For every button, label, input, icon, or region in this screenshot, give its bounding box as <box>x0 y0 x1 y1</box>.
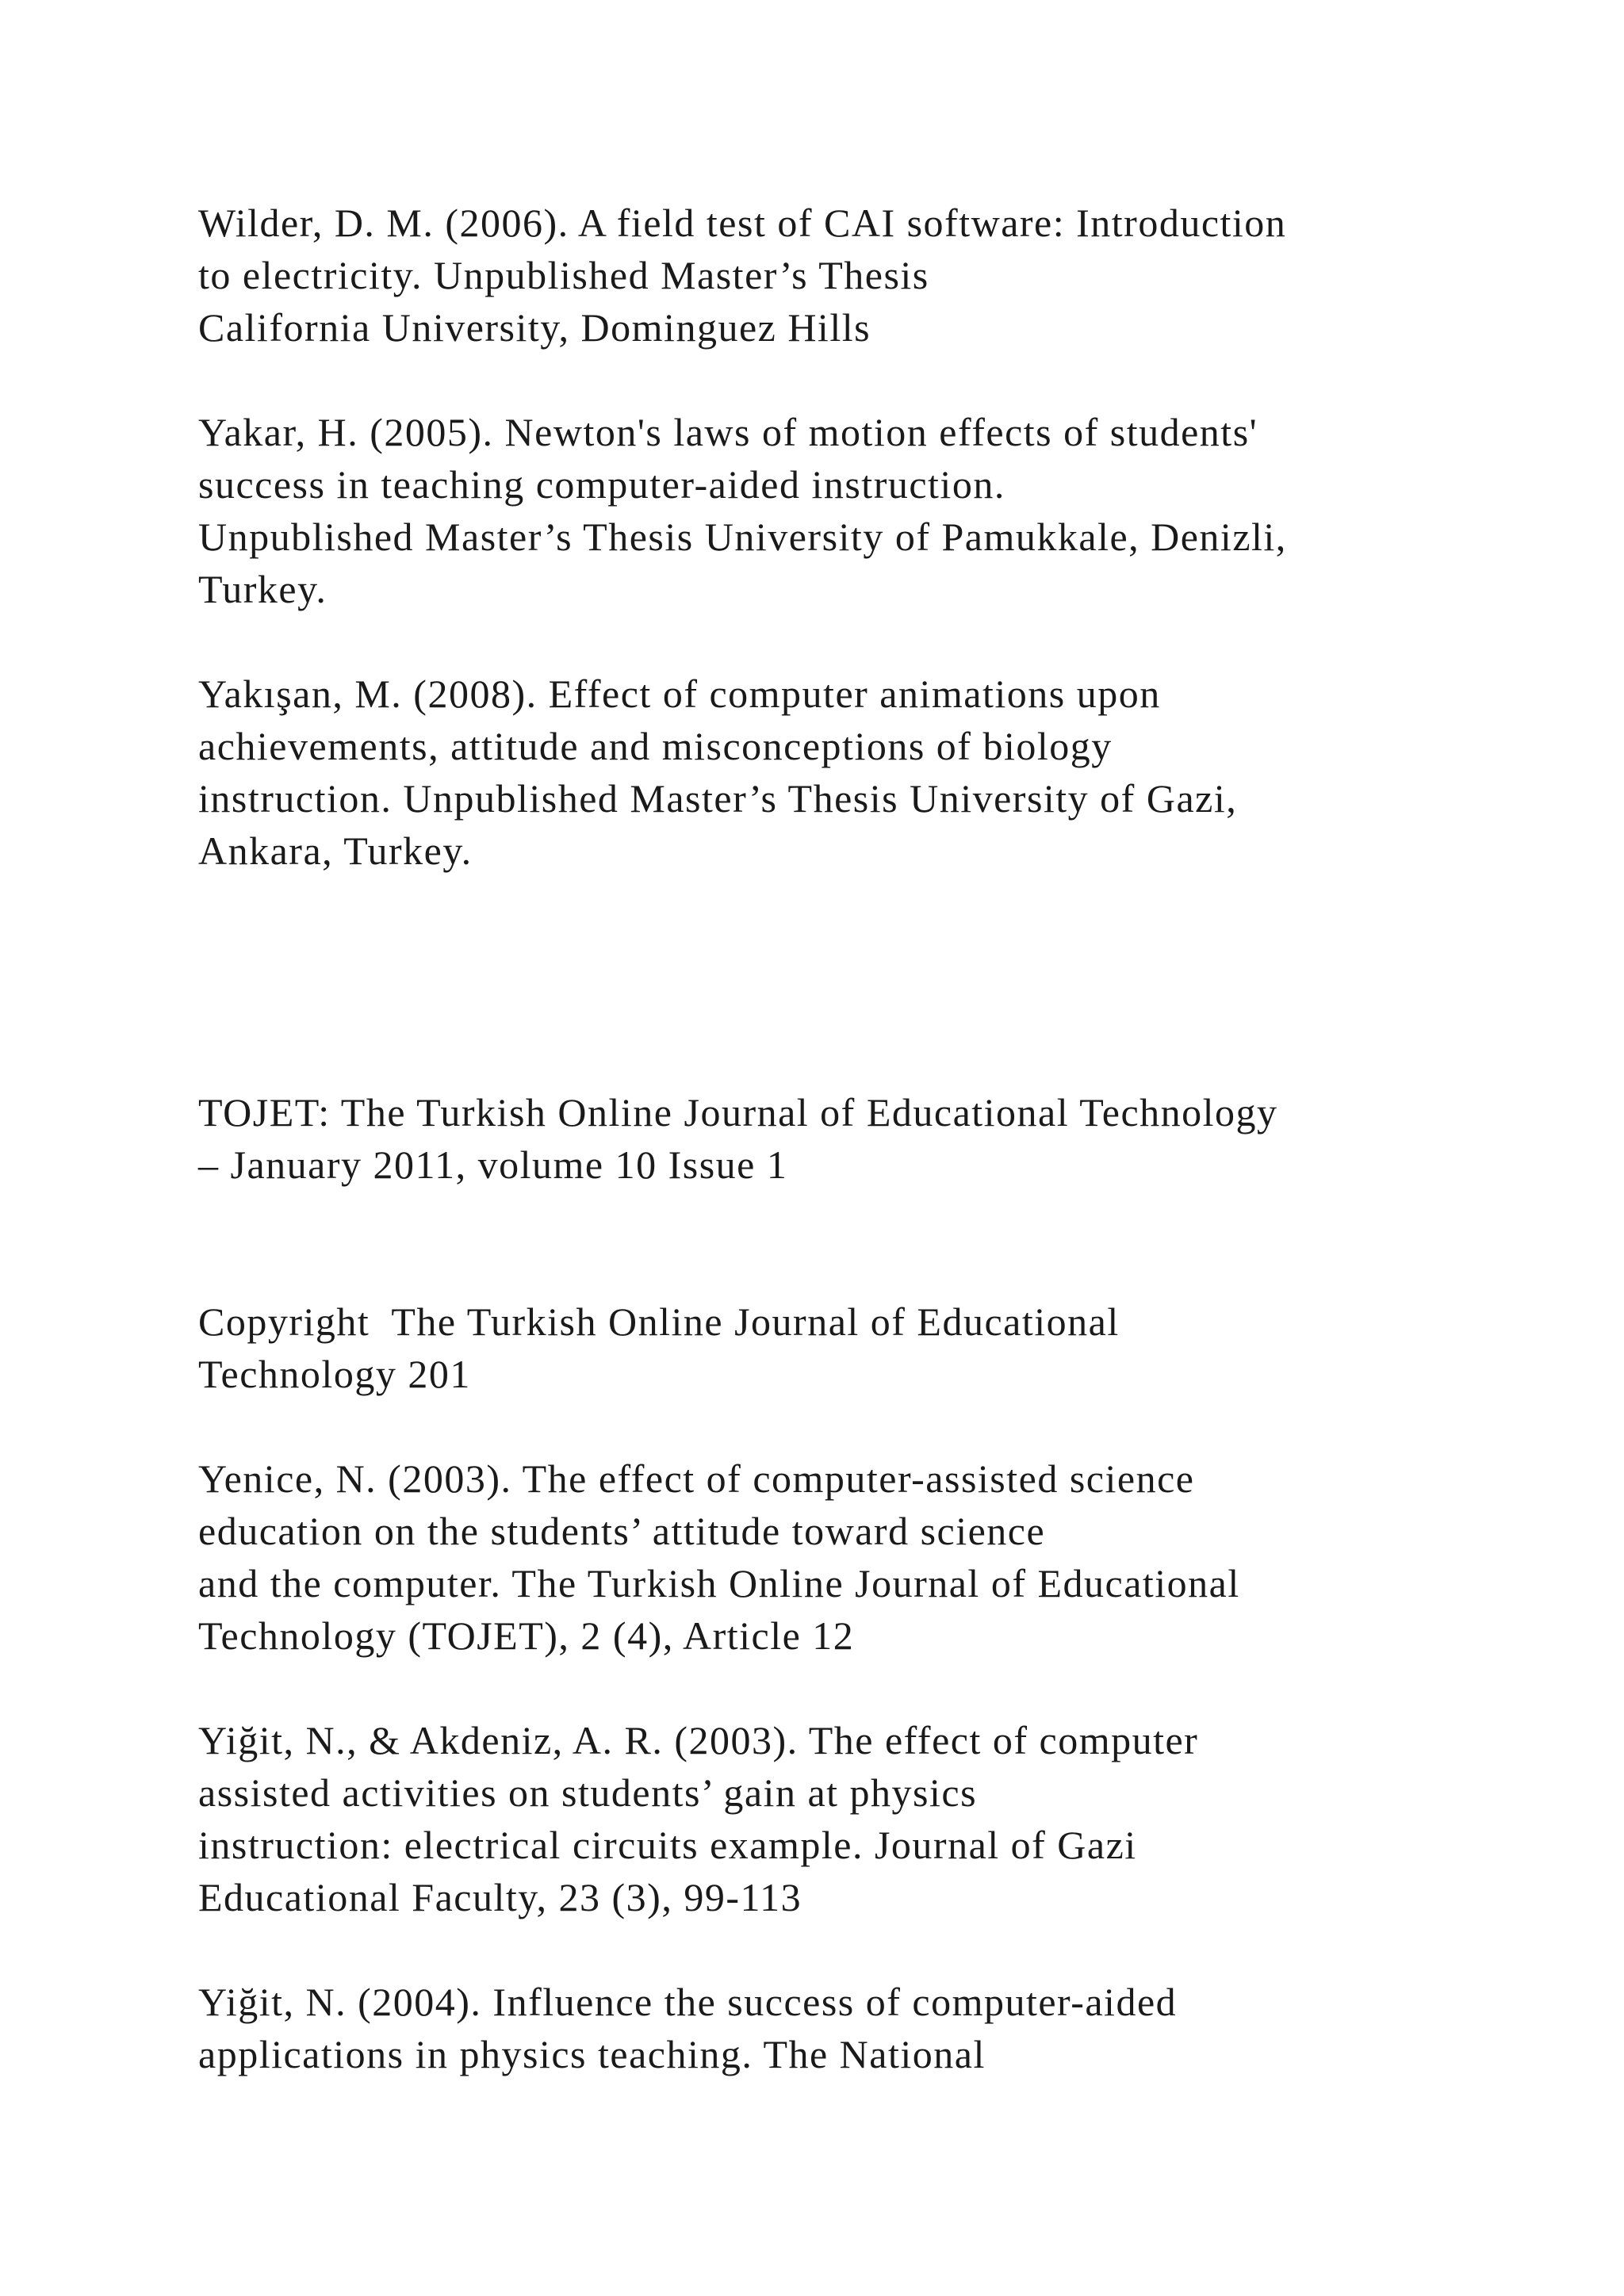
text-line: Educational Faculty, 23 (3), 99-113 <box>198 1875 802 1919</box>
document-page <box>198 197 1546 2133</box>
text-line: instruction: electrical circuits example. Journal of Gazi <box>198 1823 1137 1867</box>
text-line: Wilder, D. M. (2006). A field test of CAI software: Introduction <box>198 201 1287 245</box>
text-line: California University, Dominguez Hills <box>198 305 871 350</box>
text-line: Ankara, Turkey. <box>198 828 473 873</box>
text-line: Yenice, N. (2003). The effect of computer-assisted science <box>198 1456 1195 1501</box>
text-line: Yiğit, N. (2004). Influence the success of computer-aided <box>198 1980 1178 2024</box>
text-line: Unpublished Master’s Thesis University of Pamukkale, Denizli, <box>198 515 1287 559</box>
text-line: success in teaching computer-aided instruction. <box>198 462 1005 507</box>
text-line: instruction. Unpublished Master’s Thesis University of Gazi, <box>198 776 1238 821</box>
reference-yakisan <box>198 668 1546 877</box>
text-line: Copyright The Turkish Online Journal of Educational <box>198 1299 1120 1344</box>
text-line: Technology 201 <box>198 1352 471 1396</box>
text-line: Yakışan, M. (2008). Effect of computer animations upon <box>198 672 1161 716</box>
text-line: to electricity. Unpublished Master’s Thesis <box>198 253 929 297</box>
text-line: education on the students’ attitude toward science <box>198 1509 1046 1553</box>
spacer <box>198 929 1546 1086</box>
text-line: assisted activities on students’ gain at physics <box>198 1770 978 1815</box>
reference-wilder <box>198 197 1546 354</box>
text-line: Yakar, H. (2005). Newton's laws of motion effects of students' <box>198 410 1258 454</box>
copyright-notice <box>198 1295 1546 1400</box>
text-line: applications in physics teaching. The National <box>198 2032 986 2076</box>
journal-header <box>198 1086 1546 1191</box>
reference-yakar <box>198 406 1546 615</box>
reference-yigit-2004 <box>198 1976 1546 2080</box>
text-line: and the computer. The Turkish Online Journal of Educational <box>198 1561 1240 1605</box>
text-line: Turkey. <box>198 567 327 611</box>
text-line: achievements, attitude and misconceptions of biology <box>198 724 1113 768</box>
text-line: Technology (TOJET), 2 (4), Article 12 <box>198 1613 855 1658</box>
text-line: TOJET: The Turkish Online Journal of Educational Technology <box>198 1090 1278 1135</box>
text-line: Yiğit, N., & Akdeniz, A. R. (2003). The effect of computer <box>198 1718 1199 1762</box>
reference-yenice <box>198 1452 1546 1662</box>
text-line: – January 2011, volume 10 Issue 1 <box>198 1142 788 1187</box>
reference-yigit-akdeniz <box>198 1714 1546 1923</box>
spacer <box>198 1243 1546 1295</box>
